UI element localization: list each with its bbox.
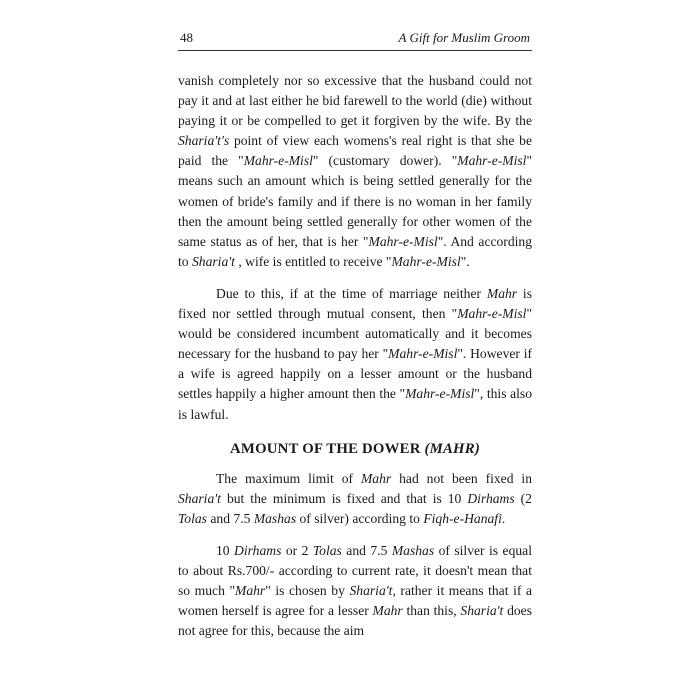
text-run: ". However if a wife is agreed happily on a lesser amount or the husband settles happily a higher amount then the " [178, 346, 533, 402]
text-run: ". And according to [178, 233, 532, 269]
italic-term: Mahr [235, 583, 266, 599]
text-run: had not been fixed in [391, 470, 533, 486]
text-run: , wife is entitled to receive " [234, 253, 392, 269]
body-text [178, 71, 532, 641]
italic-term: Fiqh-e-Hanafi [423, 510, 502, 526]
paragraph-1 [178, 71, 532, 272]
text-run: " would be considered incumbent automatically and it becomes necessary for the husband to pay her " [178, 306, 532, 362]
running-header [178, 28, 532, 51]
text-run: , rather it means that if a women herself is agree for a lesser [178, 583, 532, 619]
italic-term: Mahr [372, 603, 403, 619]
text-run: ", this also is lawful. [178, 386, 532, 422]
text-run: AMOUNT OF THE DOWER [230, 440, 425, 457]
italic-term: (MAHR) [424, 440, 480, 457]
italic-term: Mahr-e-Misl [368, 233, 438, 249]
paragraph-4 [178, 541, 532, 641]
italic-term: Mahr-e-Misl [243, 153, 313, 169]
italic-term: Sharia't [349, 583, 393, 599]
text-run: " means such an amount which is being settled generally for the women of bride's family and if there is no woman in her family then the amount being settled generally for other women of the same status as of her, that is her " [178, 153, 533, 249]
italic-term: Mahr [486, 285, 518, 301]
text-run: and 7.5 [206, 510, 254, 526]
italic-term: Mashas [253, 510, 297, 526]
text-run: . [501, 510, 506, 526]
paragraph-2 [178, 284, 532, 425]
text-run: Due to this, if at the time of marriage neither [216, 285, 487, 301]
italic-term: Sharia't's [178, 133, 230, 149]
italic-term: Mashas [391, 542, 435, 558]
text-run: ". [460, 253, 470, 269]
book-page [178, 28, 532, 678]
italic-term: Dirhams [467, 490, 515, 506]
italic-term: Sharia't [191, 253, 235, 269]
italic-term: Mahr [360, 470, 392, 486]
italic-term: Mahr-e-Misl [388, 346, 458, 362]
text-run: but the minimum is fixed and that is 10 [220, 490, 468, 506]
text-run: vanish completely nor so excessive that the husband could not pay it and at last either he bid farewell to the world (die) without paying it or be compelled to get it forgiven by the wife. By the [178, 73, 532, 129]
italic-term: Mahr-e-Misl [391, 253, 461, 269]
book-title: A Gift for Muslim Groom [398, 30, 530, 45]
page-number: 48 [180, 30, 193, 45]
text-run: than this, [402, 603, 461, 619]
italic-term: Mahr-e-Misl [405, 386, 475, 402]
italic-term: Tolas [178, 510, 207, 526]
text-run: (2 [514, 490, 532, 506]
text-run: point of view each womens's real right is that she be paid the " [178, 133, 532, 169]
section-heading [178, 439, 532, 459]
text-run: is fixed nor settled through mutual consent, then " [178, 285, 532, 322]
italic-term: Tolas [312, 542, 342, 558]
text-run: of silver is equal to about Rs.700/- according to current rate, it doesn't mean that so much " [178, 542, 532, 599]
text-run: of silver) according to [296, 510, 424, 526]
paragraph-3 [178, 469, 532, 529]
text-run: and 7.5 [341, 542, 392, 558]
text-run: " is chosen by [265, 583, 350, 599]
text-run: The maximum limit of [216, 470, 361, 486]
italic-term: Sharia't [178, 490, 221, 506]
text-run: does not agree for this, because the aim [178, 603, 532, 639]
text-run: " (customary dower). " [312, 153, 458, 169]
text-run: 10 [216, 542, 235, 558]
italic-term: Sharia't [460, 603, 504, 619]
italic-term: Mahr-e-Misl [457, 153, 527, 169]
text-run: or 2 [281, 542, 313, 558]
italic-term: Dirhams [234, 542, 282, 558]
italic-term: Mahr-e-Misl [457, 306, 527, 322]
